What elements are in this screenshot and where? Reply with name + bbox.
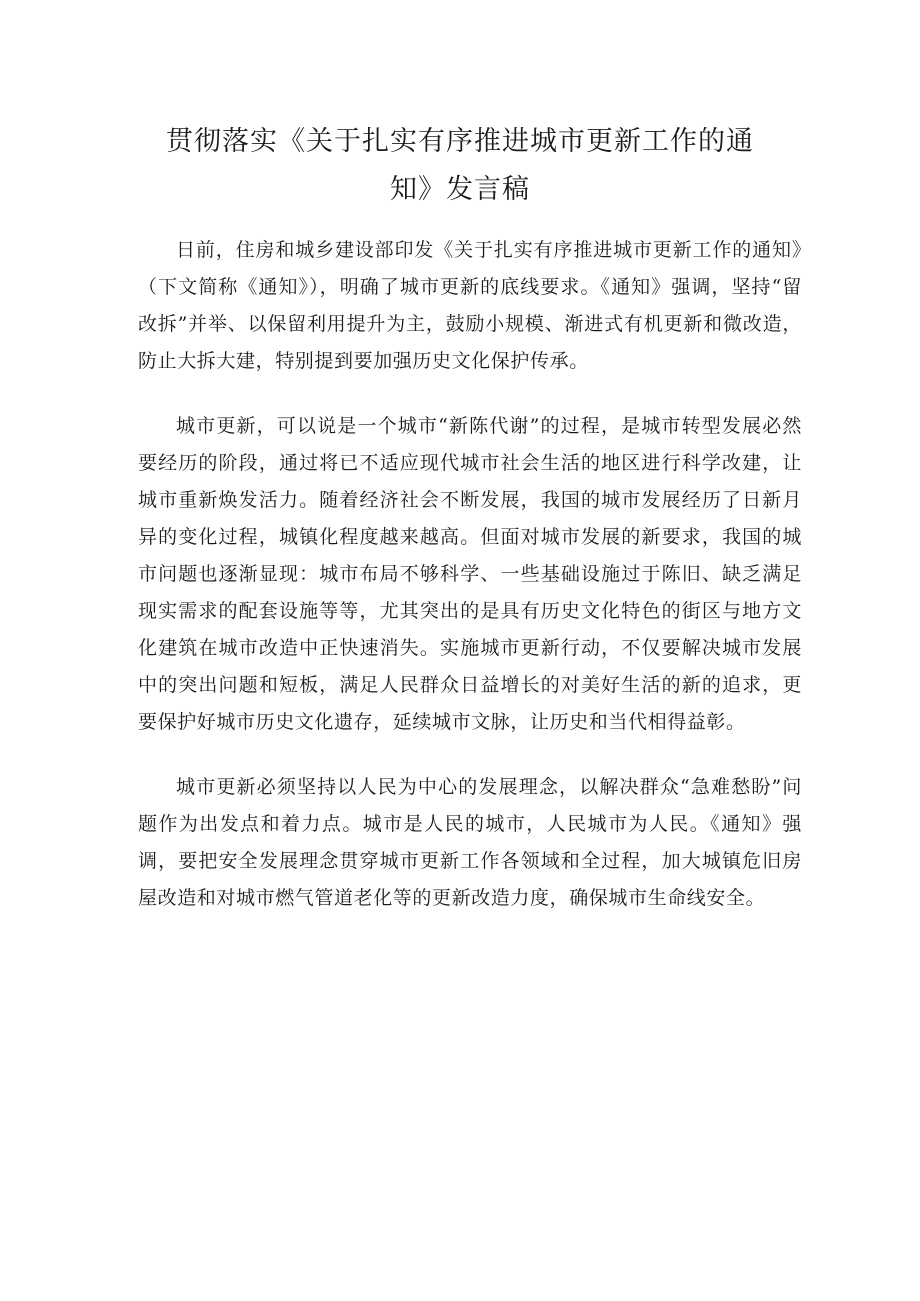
paragraph-2: 城市更新，可以说是一个城市“新陈代谢”的过程，是城市转型发展必然要经历的阶段，通过将已不适应现代城市社会生活的地区进行科学改建，让城市重新焕发活力。随着经济社会不断发展，我国的城市发展经历了日新月异的变化过程，城镇化程度越来越高。但面对城市发展的新要求，我国的城市问题也逐渐显现：城市布局不够科学、一些基础设施过于陈旧、缺乏满足现实需求的配套设施等等，尤其突出的是具有历史文化特色的街区与地方文化建筑在城市改造中正快速消失。实施城市更新行动，不仅要解决城市发展中的突出问题和短板，满足人民群众日益增长的对美好生活的新的追求，更要保护好城市历史文化遗存，延续城市文脉，让历史和当代相得益彰。 [138,415,802,733]
document-title [120,118,800,214]
paragraph-1: 日前，住房和城乡建设部印发《关于扎实有序推进城市更新工作的通知》（下文简称《通知》），明确了城市更新的底线要求。《通知》强调，坚持“留改拆”并举、以保留利用提升为主，鼓励小规模、渐进式有机更新和微改造，防止大拆大建，特别提到要加强历史文化保护传承。 [138,239,802,372]
title-line-1: 贯彻落实《关于扎实有序推进城市更新工作的通 [166,126,754,157]
title-line-2: 知》发言稿 [390,174,530,205]
document-body [138,232,802,945]
paragraph-3: 城市更新必须坚持以人民为中心的发展理念，以解决群众“急难愁盼”问题作为出发点和着力点。城市是人民的城市，人民城市为人民。《通知》强调，要把安全发展理念贯穿城市更新工作各领域和全过程，加大城镇危旧房屋改造和对城市燃气管道老化等的更新改造力度，确保城市生命线安全。 [138,776,802,909]
